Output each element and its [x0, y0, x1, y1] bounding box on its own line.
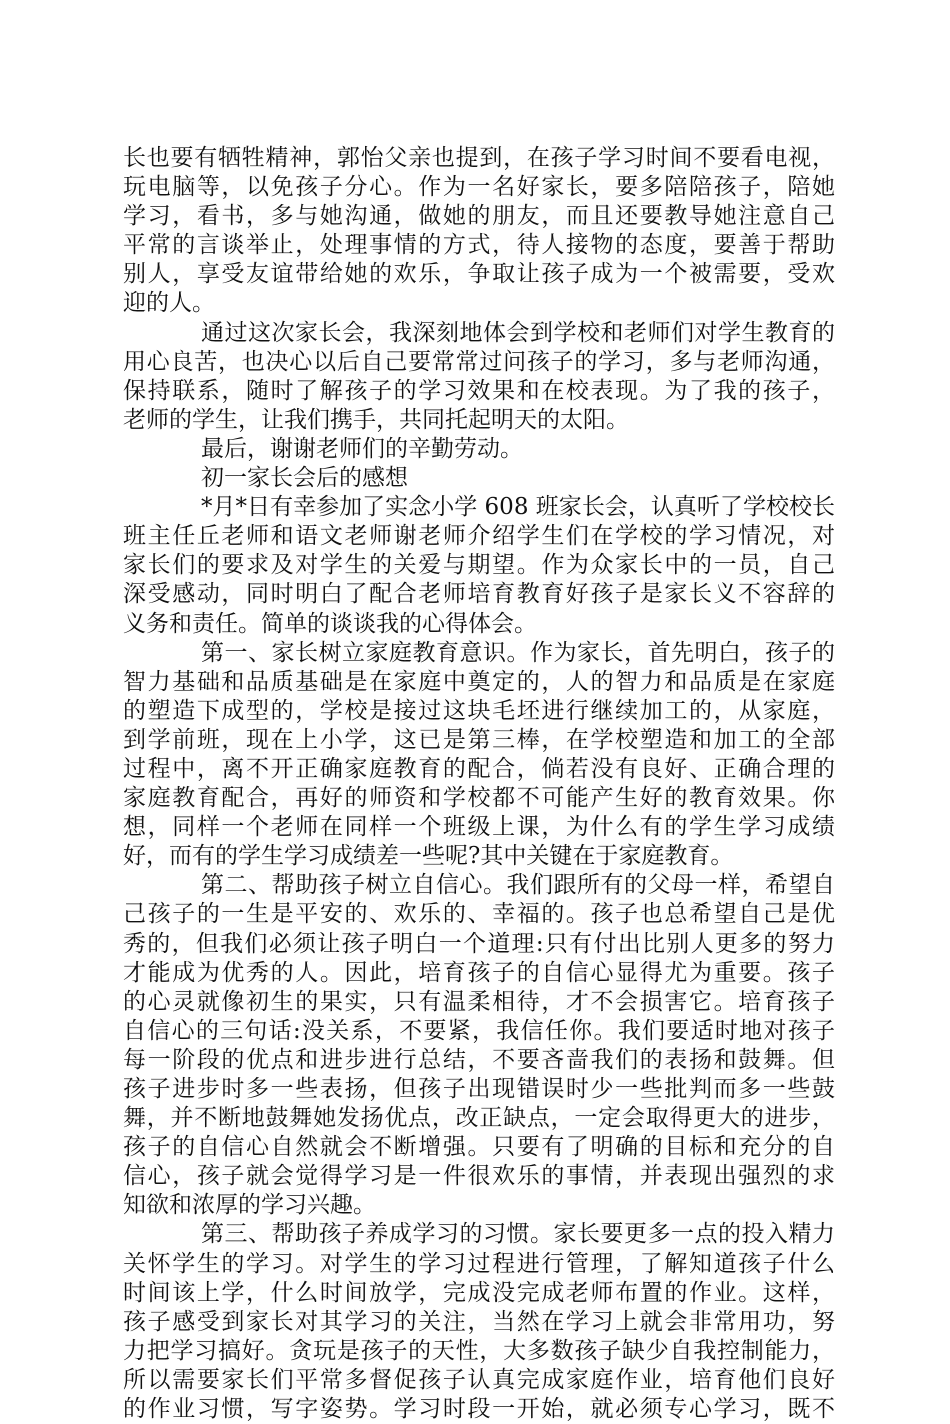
text-line: 老师的学生，让我们携手，共同托起明天的太阳。 — [123, 406, 629, 433]
text-line: 过程中，离不开正确家庭教育的配合，倘若没有良好、正确合理的 — [123, 755, 835, 782]
document-page — [123, 144, 835, 1424]
text-line: 的塑造下成型的，学校是接过这块毛坯进行继续加工的，从家庭， — [123, 697, 835, 724]
paragraph-first-line: *月*日有幸参加了实念小学 608 班家长会，认真听了学校校长 — [201, 494, 835, 521]
text-line: 别人，享受友谊带给她的欢乐，争取让孩子成为一个被需要，受欢 — [123, 261, 835, 288]
text-line: 家庭教育配合，再好的师资和学校都不可能产生好的教育效果。你 — [123, 785, 835, 812]
text-line: 时间该上学，什么时间放学，完成没完成老师布置的作业。这样， — [123, 1279, 835, 1306]
text-line: 好，而有的学生学习成绩差一些呢?其中关键在于家庭教育。 — [123, 843, 734, 870]
text-line: 秀的，但我们必须让孩子明白一个道理:只有付出比别人更多的努力 — [123, 930, 835, 957]
text-line: 每一阶段的优点和进步进行总结，不要吝啬我们的表扬和鼓舞。但 — [123, 1046, 835, 1073]
text-line: 平常的言谈举止，处理事情的方式，待人接物的态度，要善于帮助 — [123, 232, 835, 259]
text-line: 学习，看书，多与她沟通，做她的朋友，而且还要教导她注意自己 — [123, 203, 835, 230]
text-line: 长也要有牺牲精神，郭怡父亲也提到，在孩子学习时间不要看电视， — [123, 145, 835, 171]
text-line: 义务和责任。简单的谈谈我的心得体会。 — [123, 610, 537, 637]
text-line: 力把学习搞好。贪玩是孩子的天性，大多数孩子缺少自我控制能力， — [123, 1337, 835, 1364]
text-line: 孩子进步时多一些表扬，但孩子出现错误时少一些批判而多一些鼓 — [123, 1076, 835, 1102]
text-line: 才能成为优秀的人。因此，培育孩子的自信心显得尤为重要。孩子 — [123, 959, 835, 986]
text-line: 玩电脑等，以免孩子分心。作为一名好家长，要多陪陪孩子，陪她 — [123, 174, 835, 201]
text-line: 的作业习惯，写字姿势。学习时段一开始，就必须专心学习，既不 — [123, 1396, 835, 1423]
section-title: 初一家长会后的感想 — [201, 465, 408, 492]
text-line: 的心灵就像初生的果实，只有温柔相待，才不会损害它。培育孩子 — [123, 988, 835, 1015]
paragraph-first-line: 第一、家长树立家庭教育意识。作为家长，首先明白，孩子的 — [201, 639, 835, 666]
text-line: 到学前班，现在上小学，这已是第三棒，在学校塑造和加工的全部 — [123, 726, 835, 753]
text-line: 关怀学生的学习。对学生的学习过程进行管理，了解知道孩子什么 — [123, 1250, 835, 1277]
text-line: 深受感动，同时明白了配合老师培育教育好孩子是家长义不容辞的 — [123, 581, 835, 608]
text-line: 想，同样一个老师在同样一个班级上课，为什么有的学生学习成绩 — [123, 814, 835, 841]
text-line: 智力基础和品质基础是在家庭中奠定的，人的智力和品质是在家庭 — [123, 668, 835, 695]
text-line: 己孩子的一生是平安的、欢乐的、幸福的。孩子也总希望自己是优 — [123, 901, 835, 928]
text-line: 信心，孩子就会觉得学习是一件很欢乐的事情，并表现出强烈的求 — [123, 1163, 835, 1190]
text-line: 所以需要家长们平常多督促孩子认真完成家庭作业，培育他们良好 — [123, 1366, 835, 1393]
text-line: 家长们的要求及对学生的关爱与期望。作为众家长中的一员，自己 — [123, 552, 835, 579]
paragraph-first-line: 最后，谢谢老师们的辛勤劳动。 — [201, 435, 523, 462]
paragraph-first-line: 第二、帮助孩子树立自信心。我们跟所有的父母一样，希望自 — [201, 872, 835, 899]
text-line: 孩子的自信心自然就会不断增强。只要有了明确的目标和充分的自 — [123, 1134, 835, 1161]
text-line: 舞，并不断地鼓舞她发扬优点，改正缺点，一定会取得更大的进步， — [123, 1105, 835, 1132]
text-line: 保持联系，随时了解孩子的学习效果和在校表现。为了我的孩子， — [123, 377, 835, 404]
paragraph-first-line: 通过这次家长会，我深刻地体会到学校和老师们对学生教育的 — [201, 319, 835, 346]
text-line: 迎的人。 — [123, 290, 215, 317]
text-line: 知欲和浓厚的学习兴趣。 — [123, 1192, 376, 1219]
text-line: 自信心的三句话:没关系，不要紧，我信任你。我们要适时地对孩子 — [123, 1017, 835, 1044]
text-line: 班主任丘老师和语文老师谢老师介绍学生们在学校的学习情况，对 — [123, 523, 835, 550]
text-line: 用心良苦，也决心以后自己要常常过问孩子的学习，多与老师沟通， — [123, 348, 835, 375]
paragraph-first-line: 第三、帮助孩子养成学习的习惯。家长要更多一点的投入精力 — [201, 1221, 835, 1248]
text-line: 孩子感受到家长对其学习的关注，当然在学习上就会非常用功，努 — [123, 1308, 835, 1335]
